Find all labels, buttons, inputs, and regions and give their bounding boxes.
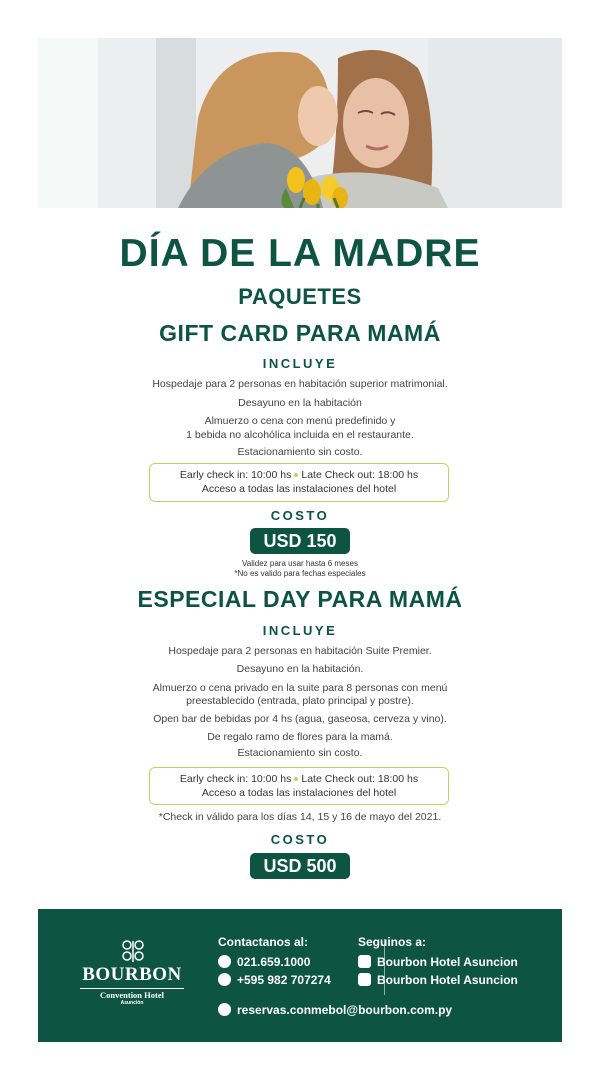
package2-title: ESPECIAL DAY PARA MAMÁ xyxy=(137,586,463,612)
package1-checkin-box xyxy=(149,463,449,502)
package1-access: Acceso a todas las instalaciones del hotel xyxy=(201,483,397,495)
package2-item: De regalo ramo de flores para la mamá. xyxy=(207,731,393,743)
package1-title: GIFT CARD PARA MAMÁ xyxy=(159,320,441,346)
package2-checkin-box xyxy=(149,767,449,805)
package2-cost-label: COSTO xyxy=(270,832,330,847)
package2-price-badge: USD 500 xyxy=(250,853,350,879)
package2-item: Desayuno en la habitación. xyxy=(236,663,364,675)
page-title: DÍA DE LA MADRE xyxy=(119,232,481,275)
package1-item: Almuerzo o cena con menú predefinido y xyxy=(204,415,396,427)
hero-photo xyxy=(38,38,562,208)
facebook-label: Bourbon Hotel Asuncion xyxy=(377,955,518,969)
package2-item: Estacionamiento sin costo. xyxy=(237,747,363,759)
instagram-link[interactable] xyxy=(358,972,518,988)
brand-name: BOURBON xyxy=(82,964,182,985)
package2-access: Acceso a todas las instalaciones del hotel xyxy=(201,787,397,799)
email-address: reservas.conmebol@bourbon.com.py xyxy=(237,1003,453,1017)
brand-subtitle: Convention Hotel xyxy=(100,990,164,1000)
email-icon xyxy=(218,1003,231,1016)
phone-link[interactable] xyxy=(218,954,310,970)
package2-checkin: Early check in: 10:00 hs xyxy=(179,773,292,785)
package1-item: Estacionamiento sin costo. xyxy=(237,446,363,458)
instagram-label: Bourbon Hotel Asuncion xyxy=(377,973,518,987)
package1-note-validity: Validez para usar hasta 6 meses xyxy=(242,559,358,568)
phone-number: 021.659.1000 xyxy=(237,955,311,969)
footer xyxy=(38,909,562,1042)
package1-item: 1 bebida no alcohólica incluida en el restaurante. xyxy=(186,429,414,441)
package2-item: Hospedaje para 2 personas en habitación Suite Premier. xyxy=(168,645,432,657)
brand-city: Asunción xyxy=(120,1000,144,1006)
package2-item: Open bar de bebidas por 4 hs (agua, gaseosa, cerveza y vino). xyxy=(153,713,447,725)
package2-includes-label: INCLUYE xyxy=(262,623,338,638)
package2-checkin-note: *Check in válido para los días 14, 15 y 16 de mayo del 2021. xyxy=(158,811,442,823)
package2-item: Almuerzo o cena privado en la suite para 8 personas con menú xyxy=(152,682,448,694)
package2-item: preestablecido (entrada, plato principal y postre). xyxy=(186,695,414,707)
brand-divider xyxy=(80,988,184,989)
package1-note-dates: *No es valido para fechas especiales xyxy=(234,569,366,578)
instagram-icon xyxy=(358,973,371,986)
whatsapp-link[interactable] xyxy=(218,972,331,988)
package2-checkout: Late Check out: 18:00 hs xyxy=(301,773,419,785)
whatsapp-icon xyxy=(218,973,231,986)
package1-price-badge: USD 150 xyxy=(250,528,350,554)
contact-label: Contactanos al: xyxy=(218,935,309,949)
page-subtitle: PAQUETES xyxy=(238,284,362,309)
email-link[interactable] xyxy=(218,1002,452,1018)
package1-includes-label: INCLUYE xyxy=(262,356,338,371)
package1-item: Desayuno en la habitación xyxy=(238,397,362,409)
phone-icon xyxy=(218,955,231,968)
facebook-link[interactable] xyxy=(358,954,518,970)
package1-checkin: Early check in: 10:00 hs xyxy=(179,469,292,481)
bullet-icon xyxy=(294,473,298,477)
facebook-icon xyxy=(358,955,371,968)
package1-cost-label: COSTO xyxy=(270,508,330,523)
follow-label: Seguinos a: xyxy=(358,935,427,949)
whatsapp-number: +595 982 707274 xyxy=(237,973,331,987)
package1-checkout: Late Check out: 18:00 hs xyxy=(301,469,419,481)
bourbon-logo-icon xyxy=(120,939,146,963)
package1-item: Hospedaje para 2 personas en habitación superior matrimonial. xyxy=(152,378,448,390)
bullet-icon xyxy=(294,777,298,781)
